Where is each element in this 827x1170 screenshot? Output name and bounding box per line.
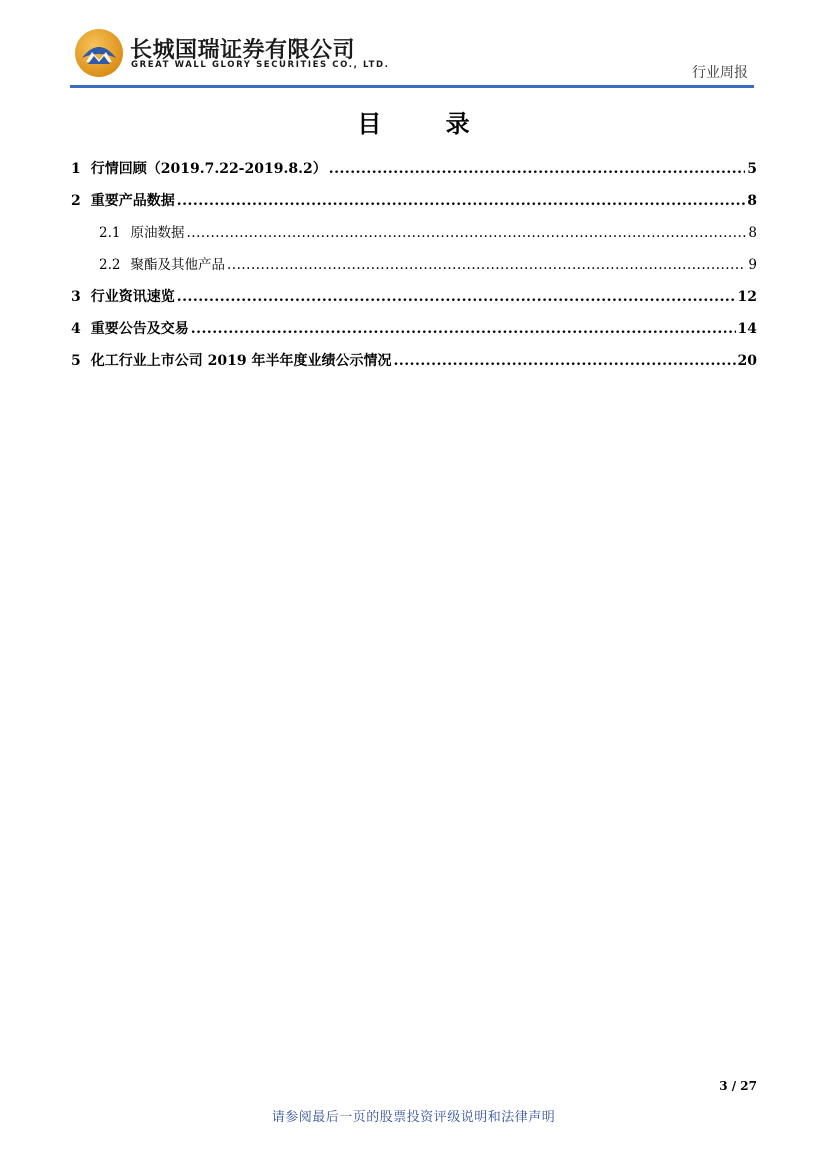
toc-entry-label: 聚酯及其他产品: [130, 257, 225, 273]
toc-entry-number: 1: [71, 161, 81, 177]
page-header: [70, 24, 754, 90]
toc-entry-2-2[interactable]: [71, 254, 757, 286]
toc-entry-label: 原油数据: [130, 225, 185, 241]
toc-entry-page: 12: [737, 289, 757, 305]
toc-leader-dots: [177, 190, 746, 212]
toc-entry-page: 8: [747, 193, 757, 209]
toc-entry-number: 3: [71, 289, 81, 305]
toc-entry-number: 5: [71, 353, 81, 369]
toc-entry-page: 14: [737, 321, 757, 337]
toc-entry-number: 2.1: [99, 225, 121, 241]
toc-entry-5[interactable]: [71, 350, 757, 382]
great-wall-glory-logo-icon: [74, 28, 124, 78]
toc-leader-dots: [393, 350, 735, 372]
toc-entry-label: 行情回顾（2019.7.22-2019.8.2）: [90, 161, 327, 177]
toc-title: 目 录: [357, 110, 498, 138]
toc-entry-label: 行业资讯速览: [90, 289, 175, 305]
toc-leader-dots: [177, 286, 736, 308]
toc-entry-1[interactable]: [71, 158, 757, 190]
header-rule: [70, 85, 754, 88]
toc-leader-dots: [227, 254, 746, 276]
toc-leader-dots: [329, 158, 746, 180]
report-type-label: 行业周报: [692, 65, 748, 81]
toc-entry-label: 重要公告及交易: [90, 321, 189, 337]
toc-entry-number: 2: [71, 193, 81, 209]
toc-entry-4[interactable]: [71, 318, 757, 350]
toc-entry-page: 5: [747, 161, 757, 177]
toc-entry-number: 4: [71, 321, 81, 337]
toc-entry-3[interactable]: [71, 286, 757, 318]
page-number: 3 / 27: [719, 1079, 757, 1093]
toc-entry-number: 2.2: [99, 257, 121, 273]
toc-entry-page: 20: [737, 353, 757, 369]
toc-entry-page: 9: [748, 257, 757, 273]
toc-entry-2-1[interactable]: [71, 222, 757, 254]
toc-entry-page: 8: [748, 225, 757, 241]
toc-leader-dots: [186, 222, 746, 244]
company-name-cn: 长城国瑞证券有限公司: [130, 38, 356, 63]
toc-entry-label: 重要产品数据: [90, 193, 175, 209]
toc-entry-label: 化工行业上市公司 2019 年半年度业绩公示情况: [90, 353, 392, 369]
table-of-contents: [71, 158, 757, 382]
toc-entry-2[interactable]: [71, 190, 757, 222]
footer-disclaimer-note: 请参阅最后一页的股票投资评级说明和法律声明: [271, 1110, 556, 1125]
company-name-en: GREAT WALL GLORY SECURITIES CO., LTD.: [131, 60, 390, 70]
toc-leader-dots: [191, 318, 736, 340]
